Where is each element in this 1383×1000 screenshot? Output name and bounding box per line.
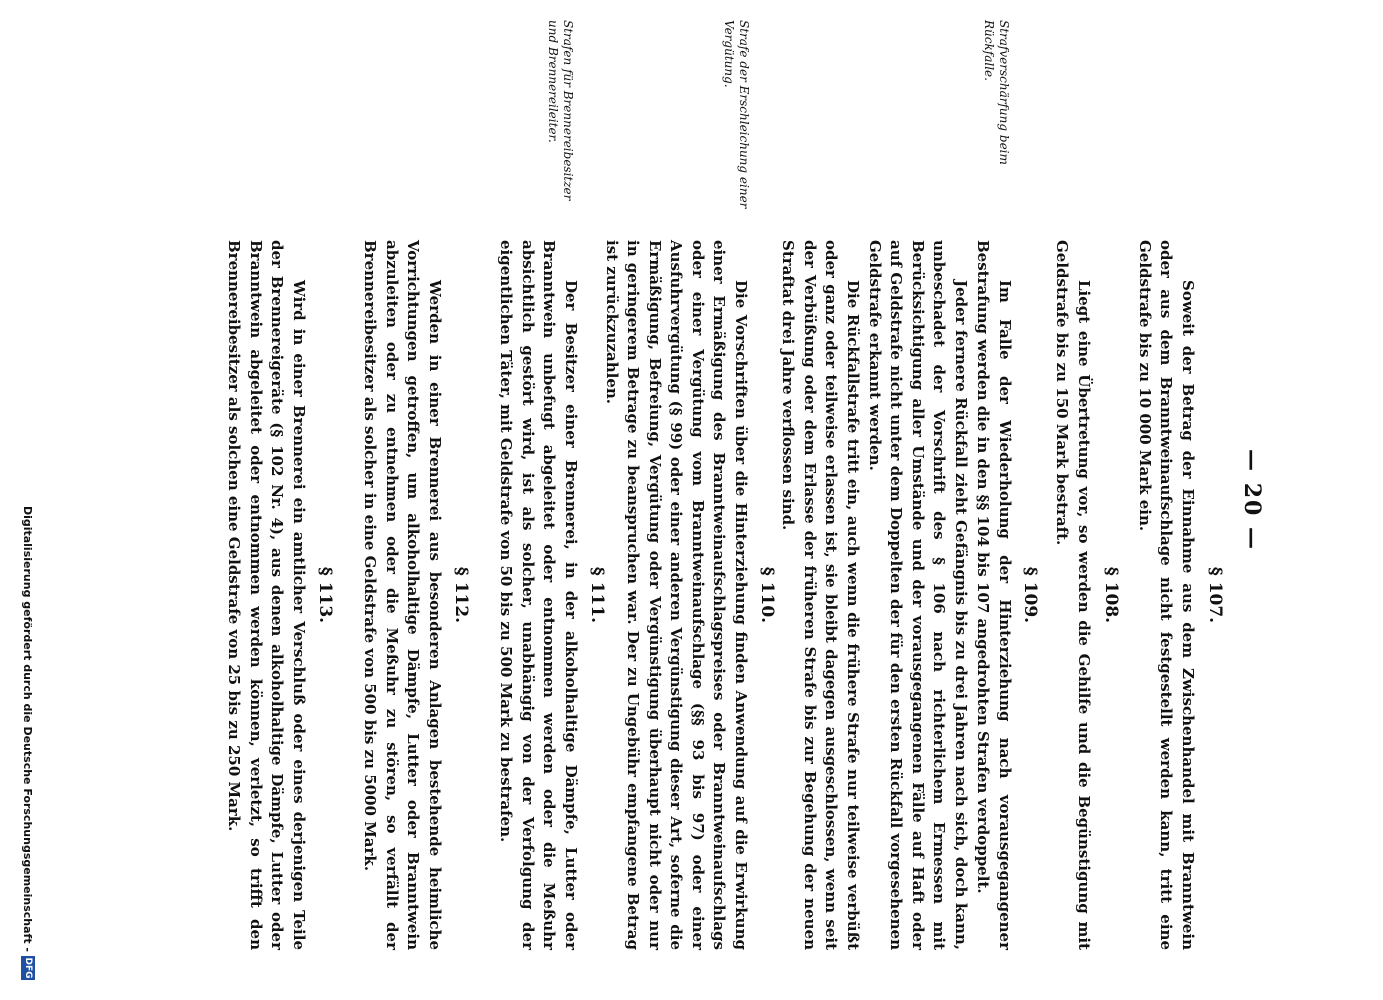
section-heading-112: § 112. — [451, 566, 471, 624]
margin-note-vergutung: Strafe der Erschleichung einer Vergütung. — [722, 20, 751, 209]
section-heading-111: § 111. — [587, 566, 607, 624]
paragraph-108-1: Liegt eine Übertretung vor, so werden die Gehilfe und die Begünstigung mit Geldstrafe bis zu 150 Mark bestraft. — [1053, 240, 1093, 950]
section-heading-110: § 110. — [757, 566, 777, 624]
margin-note-brennereibesitzer: Strafen für Brennereibesitzer und Brennereileiter. — [546, 20, 575, 201]
paragraph-113-1: Wird in einer Brennerei ein amtlicher Verschluß oder eines derjenigen Teile der Brennereigeräte (§ 102 Nr. 4), aus denen alkoholhaltige Dämpfe, Lutter oder Branntwein abgeleitet oder entnommen werden können, verletzt, so trifft den Brennereibesitzer als solchen eine Geldstrafe von 25 bis zu 250 Mark. — [225, 240, 308, 950]
footer-text: Digitalisierung gefördert durch die Deutsche Forschungsgemeinschaft - — [21, 505, 35, 952]
margin-note-rueckfall: Strafverschärfung beim Rückfalle. — [982, 20, 1011, 165]
paragraph-112-1: Werden in einer Brennerei aus besonderen Anlagen bestehende heimliche Vorrichtungen getroffen, um alkoholhaltige Dämpfe, Lutter oder Branntwein abzuleiten oder zu entnehmen oder die Meßuhr zu stören, so verfällt der Brennereibesitzer als solcher in eine Geldstrafe von 500 bis zu 5000 Mark. — [361, 240, 444, 950]
page-number: — 20 — — [1239, 449, 1265, 551]
digitization-footer — [21, 0, 35, 980]
paragraph-111-1: Der Besitzer einer Brennerei, in der alkoholhaltige Dämpfe, Lutter oder Branntwein unbefugt abgeleitet oder entnommen werden oder die Meßuhr absichtlich gestört wird, ist als solcher, unabhängig von der Verfolgung der eigentlichen Täter, mit Geldstrafe von 50 bis zu 500 Mark zu bestrafen. — [497, 240, 580, 950]
section-heading-109: § 109. — [1020, 566, 1040, 624]
paragraph-109-3: Die Rückfallstrafe tritt ein, auch wenn die frühere Strafe nur teilweise verbüßt oder ganz oder teilweise erlassen ist, sie bleibt dagegen ausgeschlossen, wenn seit der Verbüßung oder dem Erlasse der früheren Strafe bis zur Begehung der neuen Straftat drei Jahre verflossen sind. — [779, 240, 862, 950]
section-heading-107: § 107. — [1205, 566, 1225, 624]
paragraph-110-1: Die Vorschriften über die Hinterziehung finden Anwendung auf die Erwirkung einer Ermäßigung des Branntweinaufschlagspreises oder Branntweinaufschlags oder einer Vergütung vom Branntweinaufschlage (§§ 93 bis 97) oder einer Ausfuhrvergütung (§ 99) oder einer anderen Vergünstigung dieser Art, soferne die Ermäßigung, Befreiung, Vergütung oder Vergünstigung überhaupt nicht oder nur in geringerem Betrage zu beanspruchen war. Der zu Ungebühr empfangene Betrag ist zurückzuzahlen. — [603, 240, 750, 950]
section-heading-108: § 108. — [1101, 566, 1121, 624]
paragraph-109-1: Im Falle der Wiederholung der Hinterziehung nach vorausgegangener Bestrafung werden die in den §§ 104 bis 107 angedrohten Strafen verdoppelt. — [974, 240, 1014, 950]
dfg-logo: DFG — [23, 957, 33, 979]
paragraph-107-1: Soweit der Betrag der Einnahme aus dem Zwischenhandel mit Branntwein oder aus dem Branntweinaufschlage nicht festgestellt werden kann, tritt eine Geldstrafe bis zu 10 000 Mark ein. — [1136, 240, 1197, 950]
section-heading-113: § 113. — [315, 566, 335, 624]
paragraph-109-2: Jeder fernere Rückfall zieht Gefängnis bis zu drei Jahren nach sich, doch kann, unbeschadet der Vorschrift des § 106 nach richterlichem Ermessen mit Berücksichtigung aller Umstände und der vorausgegangenen Fälle auf Haft oder auf Geldstrafe nicht unter dem Doppelten der für den ersten Rückfall vorgesehenen Geldstrafe erkannt werden. — [866, 240, 970, 950]
